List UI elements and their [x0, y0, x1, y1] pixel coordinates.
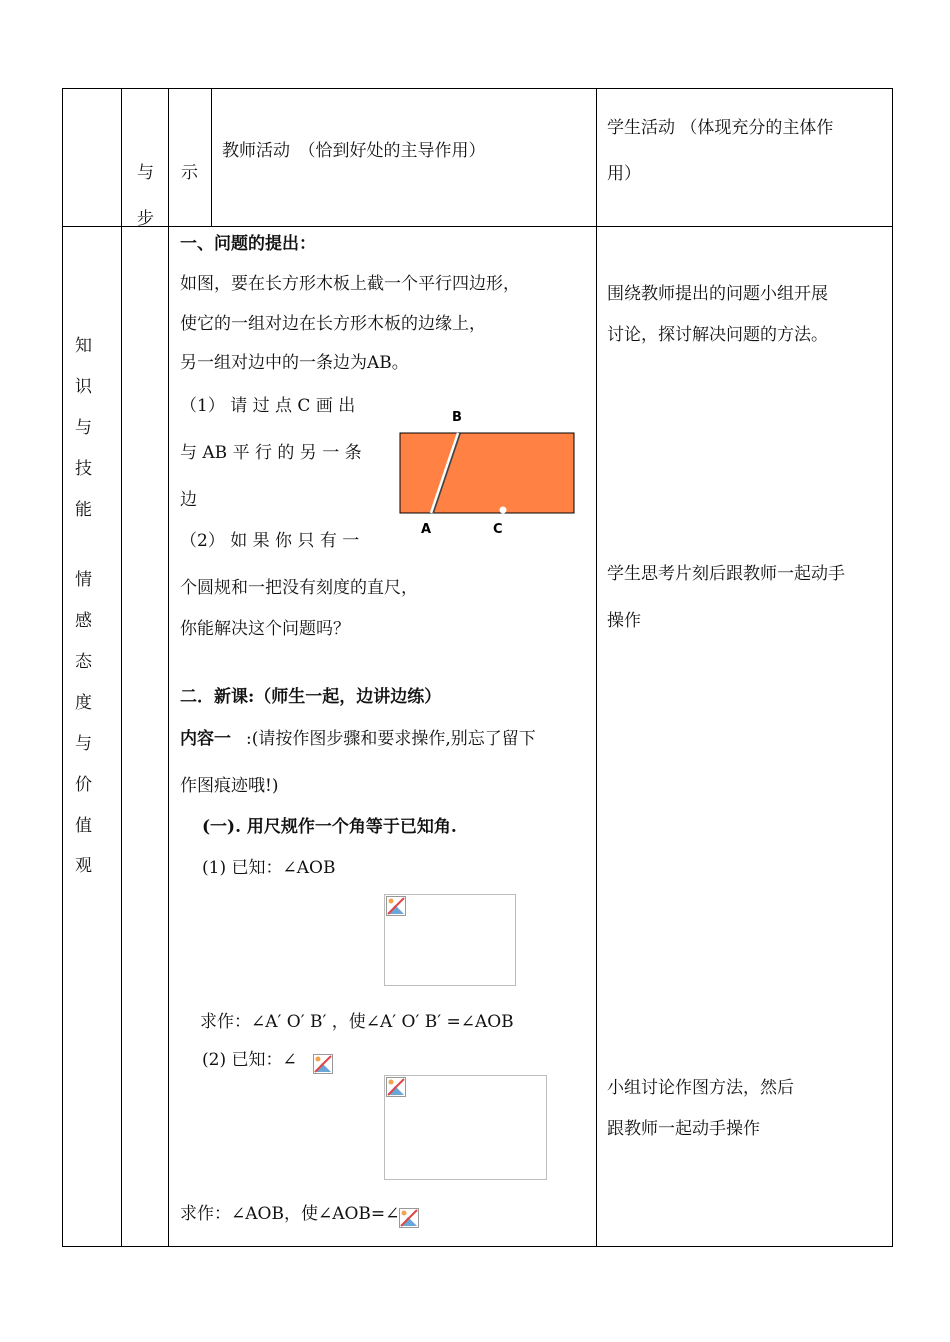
table-col-divider-2 — [168, 88, 169, 1247]
known-angle-2: (2) 已知：∠ — [202, 1050, 297, 1070]
header-student-activity-2: 用） — [607, 164, 641, 184]
subsection1-title: (一). 用尺规作一个角等于已知角. — [202, 817, 457, 837]
header-teacher-activity: 教师活动 （恰到好处的主导作用） — [222, 141, 486, 161]
section2-title: 二．新课:（师生一起，边讲边练） — [180, 687, 442, 707]
question2-line-1: （2） 如 果 你 只 有 一 — [180, 531, 360, 551]
broken-image-1 — [384, 894, 516, 986]
student-activity-3-line-1: 小组讨论作图方法，然后 — [607, 1078, 794, 1098]
goal-char: 能 — [75, 500, 92, 520]
student-activity-2-line-2: 操作 — [607, 611, 641, 631]
student-activity-1-line-1: 围绕教师提出的问题小组开展 — [607, 284, 828, 304]
goal-char: 与 — [75, 734, 92, 754]
goal-char: 观 — [75, 856, 92, 876]
table-col-divider-header — [211, 88, 212, 226]
content1-label: 内容一 — [180, 729, 231, 749]
goal-char: 度 — [75, 693, 92, 713]
table-border-bottom — [62, 1246, 893, 1247]
table-header-divider — [62, 226, 893, 227]
student-activity-2-line-1: 学生思考片刻后跟教师一起动手 — [607, 564, 845, 584]
point-c — [500, 507, 506, 513]
student-activity-1-line-2: 讨论，探讨解决问题的方法。 — [607, 325, 828, 345]
question1-line-2: 与 AB 平 行 的 另 一 条 — [180, 443, 362, 463]
broken-image-2 — [384, 1075, 547, 1180]
board-rectangle — [400, 433, 574, 513]
table-col-divider-3 — [596, 88, 597, 1247]
header-step-char-1: 与 — [137, 163, 154, 183]
table-col-divider-1 — [121, 88, 122, 1247]
goal-char: 情 — [75, 570, 92, 590]
question1-line-3: 边 — [180, 490, 197, 510]
table-border-top — [62, 88, 893, 89]
construct-angle-1: 求作：∠A′ O′ B′ ，使∠A′ O′ B′ =∠AOB — [200, 1012, 514, 1032]
question2-line-3: 你能解决这个问题吗？ — [180, 619, 350, 639]
content1-text: :(请按作图步骤和要求操作,别忘了留下 — [246, 729, 536, 749]
inline-image-icon-2 — [399, 1208, 419, 1228]
known-angle-1: (1) 已知：∠AOB — [202, 858, 336, 878]
header-student-activity-1: 学生活动 （体现充分的主体作 — [607, 118, 834, 138]
section1-title: 一、问题的提出： — [180, 234, 316, 254]
student-activity-3-line-2: 跟教师一起动手操作 — [607, 1119, 760, 1139]
header-show-char: 示 — [181, 163, 198, 183]
table-border-right — [892, 88, 893, 1247]
goal-char: 技 — [75, 459, 92, 479]
goal-char: 知 — [75, 336, 92, 356]
problem-line-3: 另一组对边中的一条边为AB。 — [180, 353, 409, 373]
label-a: A — [421, 522, 432, 537]
problem-line-1: 如图，要在长方形木板上截一个平行四边形， — [180, 274, 520, 294]
problem-line-2: 使它的一组对边在长方形木板的边缘上， — [180, 314, 486, 334]
board-figure — [395, 405, 585, 540]
broken-image-icon — [386, 896, 406, 916]
question1-line-1: （1） 请 过 点 C 画 出 — [180, 396, 356, 416]
goal-char: 值 — [75, 816, 92, 836]
broken-image-icon — [386, 1077, 406, 1097]
header-step-char-2: 步 — [137, 209, 154, 229]
construct-angle-2: 求作：∠AOB，使∠AOB=∠ — [180, 1204, 400, 1224]
goal-char: 识 — [75, 377, 92, 397]
inline-image-icon-1 — [313, 1054, 333, 1074]
label-c: C — [493, 522, 503, 537]
goal-char: 价 — [75, 775, 92, 795]
table-border-left — [62, 88, 63, 1247]
goal-char: 感 — [75, 611, 92, 631]
label-b: B — [452, 410, 462, 425]
question2-line-2: 个圆规和一把没有刻度的直尺， — [180, 578, 418, 598]
goal-char: 与 — [75, 418, 92, 438]
content1-line-2: 作图痕迹哦!) — [180, 776, 279, 796]
goal-char: 态 — [75, 652, 92, 672]
